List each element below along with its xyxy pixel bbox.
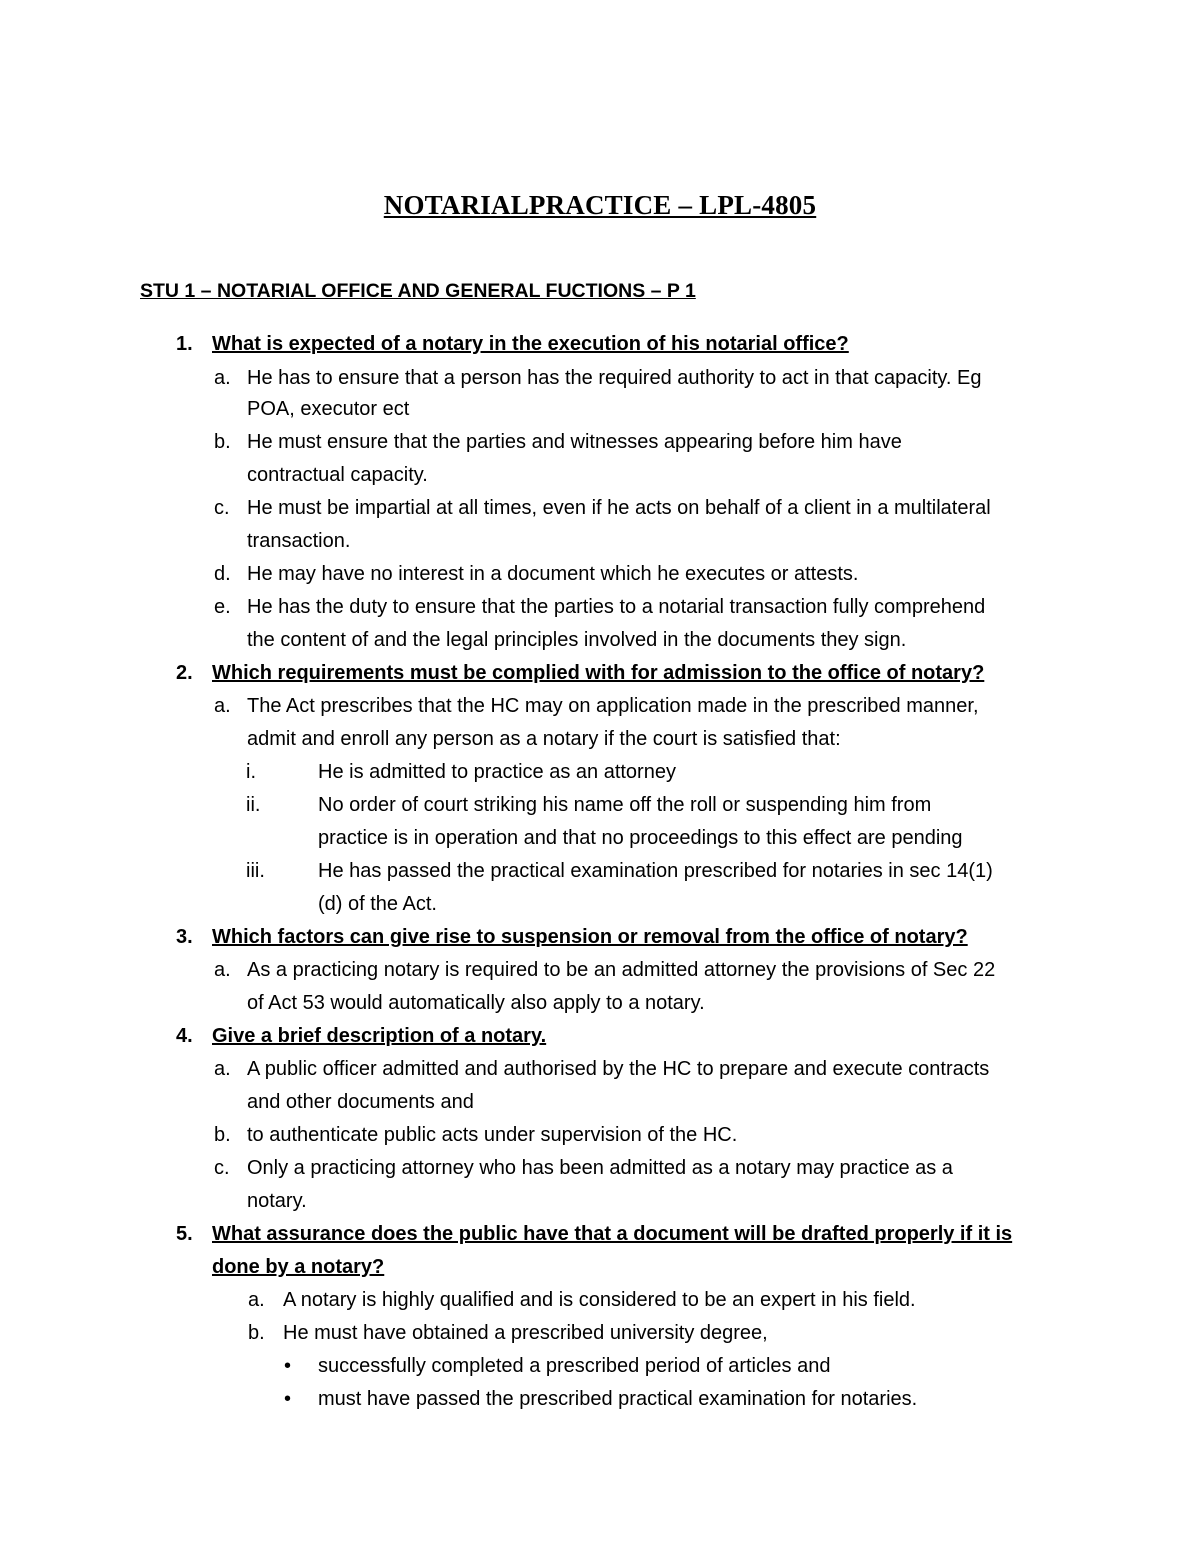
question-number-4: 4. (176, 1025, 193, 1047)
section-heading: STU 1 – NOTARIAL OFFICE AND GENERAL FUCTIONS – P 1 (140, 280, 696, 302)
answer-line: He must ensure that the parties and witnesses appearing before him have (247, 431, 902, 453)
answer-line: He is admitted to practice as an attorney (318, 761, 676, 783)
marker: e. (214, 596, 231, 618)
marker: a. (214, 1058, 231, 1080)
answer-line: admit and enroll any person as a notary if the court is satisfied that: (247, 728, 841, 750)
answer-line: No order of court striking his name off the roll or suspending him from (318, 794, 932, 816)
question-5-continued: done by a notary? (212, 1256, 385, 1278)
answer-line: A public officer admitted and authorised by the HC to prepare and execute contracts (247, 1058, 990, 1080)
marker: b. (214, 1124, 231, 1146)
marker: c. (214, 497, 230, 519)
answer-line: of Act 53 would automatically also apply to a notary. (247, 992, 705, 1014)
document-title: NOTARIALPRACTICE – LPL-4805 (383, 190, 817, 220)
question-number-3: 3. (176, 926, 193, 948)
question-1: What is expected of a notary in the execution of his notarial office? (212, 333, 849, 355)
marker: ii. (246, 794, 261, 816)
answer-line: He has to ensure that a person has the required authority to act in that capacity. Eg (247, 367, 982, 389)
question-4: Give a brief description of a notary. (212, 1025, 547, 1047)
marker: c. (214, 1157, 230, 1179)
answer-line: must have passed the prescribed practical examination for notaries. (318, 1388, 918, 1410)
answer-line: He may have no interest in a document which he executes or attests. (247, 563, 859, 585)
answer-line: (d) of the Act. (318, 893, 437, 915)
question-number-5: 5. (176, 1223, 193, 1245)
marker: a. (214, 367, 231, 389)
answer-line: He must have obtained a prescribed university degree, (283, 1322, 768, 1344)
answer-line: practice is in operation and that no proceedings to this effect are pending (318, 827, 963, 849)
question-number-1: 1. (176, 333, 193, 355)
marker: iii. (246, 860, 265, 882)
answer-line: The Act prescribes that the HC may on application made in the prescribed manner, (247, 695, 979, 717)
answer-line: As a practicing notary is required to be an admitted attorney the provisions of Sec 22 (247, 959, 996, 981)
question-5: What assurance does the public have that a document will be drafted properly if it is (212, 1223, 1013, 1245)
answer-line: successfully completed a prescribed period of articles and (318, 1355, 831, 1377)
answer-line: notary. (247, 1190, 307, 1212)
marker: a. (214, 959, 231, 981)
answer-line: contractual capacity. (247, 464, 428, 486)
marker: d. (214, 563, 231, 585)
answer-line: Only a practicing attorney who has been admitted as a notary may practice as a (247, 1157, 953, 1179)
answer-line: and other documents and (247, 1091, 474, 1113)
bullet-icon: • (284, 1355, 292, 1377)
marker: a. (214, 695, 231, 717)
answer-line: A notary is highly qualified and is considered to be an expert in his field. (283, 1289, 916, 1311)
answer-line: to authenticate public acts under supervision of the HC. (247, 1124, 738, 1146)
question-2: Which requirements must be complied with for admission to the office of notary? (212, 662, 985, 684)
question-3: Which factors can give rise to suspension or removal from the office of notary? (212, 926, 968, 948)
marker: b. (248, 1322, 265, 1344)
question-number-2: 2. (176, 662, 193, 684)
answer-line: He has passed the practical examination prescribed for notaries in sec 14(1) (318, 860, 993, 882)
marker: a. (248, 1289, 265, 1311)
answer-line: He has the duty to ensure that the parties to a notarial transaction fully comprehend (247, 596, 986, 618)
answer-line: transaction. (247, 530, 351, 552)
bullet-icon: • (284, 1388, 292, 1410)
marker: b. (214, 431, 231, 453)
answer-line: POA, executor ect (247, 398, 410, 420)
answer-line: He must be impartial at all times, even if he acts on behalf of a client in a multilateral (247, 497, 991, 519)
marker: i. (246, 761, 256, 783)
answer-line: the content of and the legal principles involved in the documents they sign. (247, 629, 907, 651)
